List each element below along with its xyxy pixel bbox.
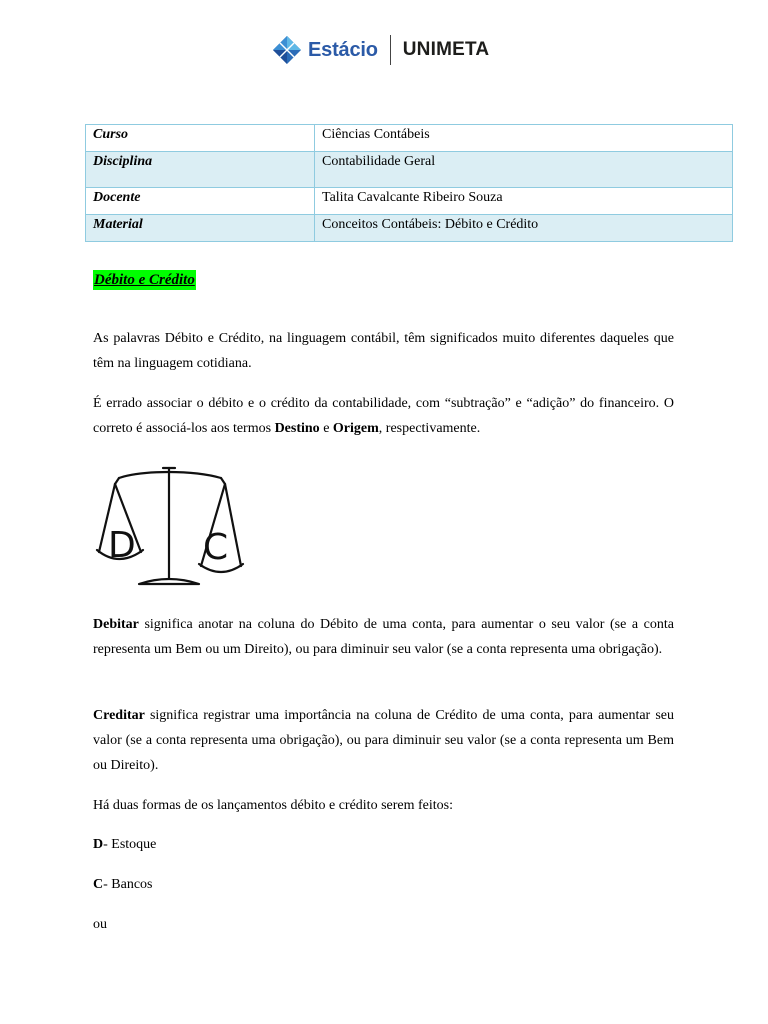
term-origem: Origem xyxy=(332,421,379,436)
closing-text: ou xyxy=(93,917,107,932)
course-info-table xyxy=(85,124,733,242)
paragraph-text: e xyxy=(319,421,333,436)
entry-credit xyxy=(93,875,153,895)
paragraph-text: significa registrar uma importância na coluna de Crédito de uma conta, para aumentar seu valor (se a conta representa uma obrigação), ou para diminuir seu valor (se a conta representa um Bem ou Direito). xyxy=(93,708,674,773)
entry-account: - Bancos xyxy=(103,877,153,892)
term-creditar: Creditar xyxy=(93,708,145,723)
debit-letter: D xyxy=(108,525,136,566)
paragraph-text: , respectivamente. xyxy=(378,421,481,436)
row-label-disciplina: Disciplina xyxy=(86,152,315,188)
row-label-docente: Docente xyxy=(86,188,315,215)
row-label-material: Material xyxy=(86,215,315,242)
paragraph-creditar xyxy=(93,703,674,778)
term-destino: Destino xyxy=(274,421,320,436)
paragraph-intro: As palavras Débito e Crédito, na linguagem contábil, têm significados muito diferentes daqueles que têm na linguagem cotidiana. xyxy=(93,331,674,371)
entry-account: - Estoque xyxy=(103,837,157,852)
credit-letter: C xyxy=(203,527,229,568)
brand-logo xyxy=(272,33,489,67)
term-debitar: Debitar xyxy=(93,617,139,632)
debit-credit-scale-image xyxy=(93,462,245,592)
row-value-material: Conceitos Contábeis: Débito e Crédito xyxy=(315,215,733,242)
table-row xyxy=(86,188,733,215)
row-value-docente: Talita Cavalcante Ribeiro Souza xyxy=(315,188,733,215)
table-row xyxy=(86,152,733,188)
entry-debit xyxy=(93,835,156,855)
page-header xyxy=(0,33,768,69)
paragraph-forms: Há duas formas de os lançamentos débito e crédito serem feitos: xyxy=(93,798,453,813)
diamond-logo-icon xyxy=(272,35,302,65)
entry-letter: D xyxy=(93,837,104,852)
row-value-curso: Ciências Contábeis xyxy=(315,125,733,152)
table-row xyxy=(86,125,733,152)
paragraph-association xyxy=(93,391,674,441)
section-title: Débito e Crédito xyxy=(94,272,195,288)
brand-estacio: Estácio xyxy=(308,38,378,61)
paragraph-text: É errado associar o débito e o crédito da contabilidade, com “subtração” e “adição” do financeiro. O correto é associá-los aos termos xyxy=(93,396,674,436)
paragraph-text: significa anotar na coluna do Débito de uma conta, para aumentar o seu valor (se a conta representa um Bem ou um Direito), ou para diminuir seu valor (se a conta representa uma obrigação). xyxy=(93,617,674,657)
brand-unimeta: UNIMETA xyxy=(402,39,490,60)
table-row xyxy=(86,215,733,242)
paragraph-debitar xyxy=(93,612,674,662)
entry-letter: C xyxy=(93,877,104,892)
brand-divider xyxy=(390,35,391,65)
row-value-disciplina: Contabilidade Geral xyxy=(315,152,733,188)
row-label-curso: Curso xyxy=(86,125,315,152)
